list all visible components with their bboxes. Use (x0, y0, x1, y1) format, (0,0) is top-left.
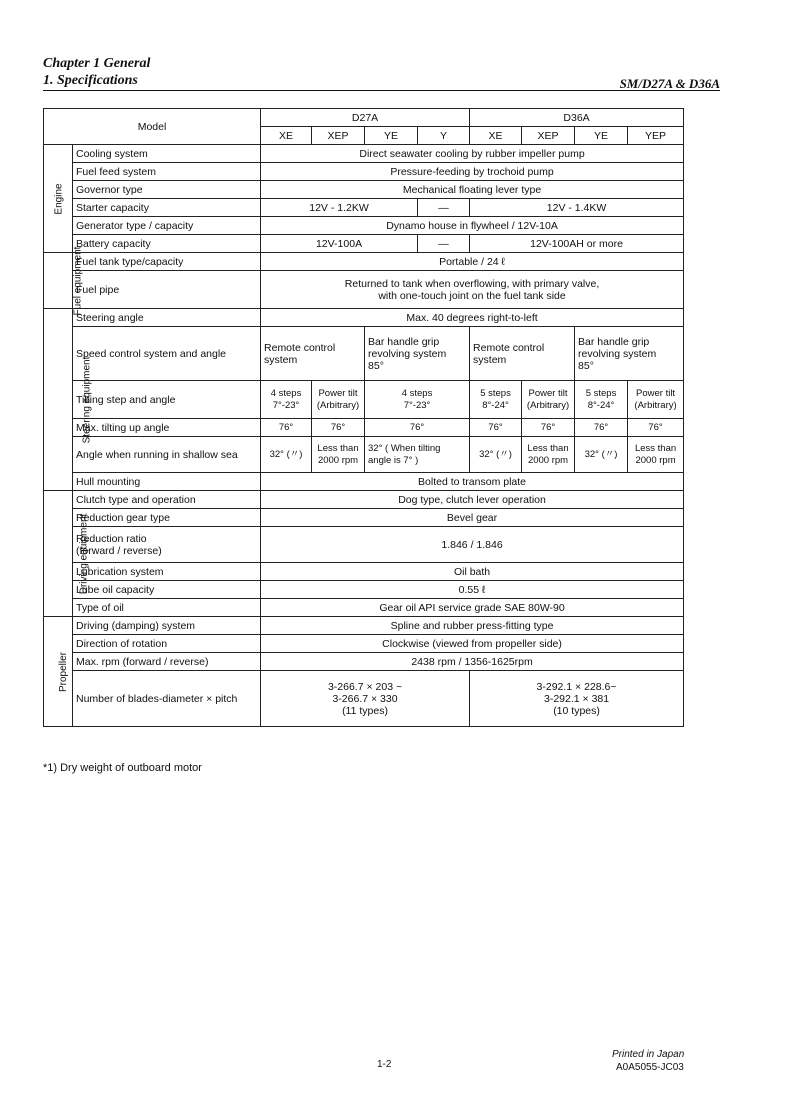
row-label: Fuel tank type/capacity (73, 253, 261, 271)
header-rule (43, 90, 720, 91)
row-label: Max. rpm (forward / reverse) (73, 653, 261, 671)
row-value: Less than 2000 rpm (522, 437, 575, 473)
group-engine: Engine (44, 145, 73, 253)
table-row (44, 527, 684, 563)
row-label: Steering angle (73, 309, 261, 327)
row-value: Bar handle grip revolving system 85° (365, 327, 470, 381)
row-label: Battery capacity (73, 235, 261, 253)
variant-cell: YE (365, 127, 418, 145)
table-row (44, 635, 684, 653)
row-value: 12V - 1.4KW (470, 199, 684, 217)
row-value: Spline and rubber press-fitting type (261, 617, 684, 635)
d36a-header: D36A (470, 109, 684, 127)
row-value: 32° (〃) (470, 437, 522, 473)
footnote: *1) Dry weight of outboard motor (43, 762, 202, 774)
row-value: 4 steps 7°-23° (261, 381, 312, 419)
row-label: Driving (damping) system (73, 617, 261, 635)
row-value: Dog type, clutch lever operation (261, 491, 684, 509)
table-row (44, 235, 684, 253)
row-label: Generator type / capacity (73, 217, 261, 235)
document-code: A0A5055-JC03 (616, 1062, 684, 1073)
row-value: Oil bath (261, 563, 684, 581)
table-row (44, 599, 684, 617)
row-value: Max. 40 degrees right-to-left (261, 309, 684, 327)
table-row (44, 653, 684, 671)
row-label: Fuel pipe (73, 271, 261, 309)
table-row (44, 217, 684, 235)
row-label: Number of blades-diameter × pitch (73, 671, 261, 727)
variant-cell: YEP (628, 127, 684, 145)
row-value: Remote control system (261, 327, 365, 381)
table-row (44, 271, 684, 309)
row-value: 12V - 1.2KW (261, 199, 418, 217)
row-value: 0.55 ℓ (261, 581, 684, 599)
variant-cell: XE (261, 127, 312, 145)
table-row (44, 581, 684, 599)
row-value: Power tilt (Arbitrary) (522, 381, 575, 419)
row-label: Lubrication system (73, 563, 261, 581)
variant-cell: Y (418, 127, 470, 145)
table-row (44, 419, 684, 437)
table-row (44, 509, 684, 527)
row-value: 3-266.7 × 203 ~ 3-266.7 × 330 (11 types) (261, 671, 470, 727)
row-label: Lube oil capacity (73, 581, 261, 599)
row-value: Remote control system (470, 327, 575, 381)
row-value: 32° (〃) (575, 437, 628, 473)
table-row (44, 617, 684, 635)
row-value: 76° (365, 419, 470, 437)
row-label: Tilting step and angle (73, 381, 261, 419)
row-value: 5 steps 8°-24° (470, 381, 522, 419)
row-value: Bar handle grip revolving system 85° (575, 327, 684, 381)
table-row (44, 163, 684, 181)
row-label: Starter capacity (73, 199, 261, 217)
row-label: Reduction ratio (forward / reverse) (73, 527, 261, 563)
table-row (44, 181, 684, 199)
row-label: Cooling system (73, 145, 261, 163)
table-row (44, 145, 684, 163)
row-value: 32° ( When tilting angle is 7° ) (365, 437, 470, 473)
row-label: Type of oil (73, 599, 261, 617)
row-value: 12V-100A (261, 235, 418, 253)
row-value: Returned to tank when overflowing, with primary valve, with one-touch joint on the fuel tank side (261, 271, 684, 309)
row-value: Less than 2000 rpm (312, 437, 365, 473)
row-label: Clutch type and operation (73, 491, 261, 509)
row-value: Pressure-feeding by trochoid pump (261, 163, 684, 181)
table-row (44, 491, 684, 509)
row-label: Hull mounting (73, 473, 261, 491)
row-value: Dynamo house in flywheel / 12V-10A (261, 217, 684, 235)
row-value: 4 steps 7°-23° (365, 381, 470, 419)
table-row (44, 381, 684, 419)
row-value: 12V-100AH or more (470, 235, 684, 253)
printed-in-japan: Printed in Japan (612, 1049, 685, 1060)
row-value: 76° (261, 419, 312, 437)
model-label: Model (44, 109, 261, 145)
table-row (44, 671, 684, 727)
group-propeller: Propeller (44, 617, 73, 727)
row-value: — (418, 235, 470, 253)
row-value: Mechanical floating lever type (261, 181, 684, 199)
d27a-header: D27A (261, 109, 470, 127)
table-row (44, 437, 684, 473)
row-value: Power tilt (Arbitrary) (312, 381, 365, 419)
row-label: Fuel feed system (73, 163, 261, 181)
group-fuel-equipment: Fuel equipment (44, 253, 73, 309)
row-label: Direction of rotation (73, 635, 261, 653)
chapter-title: Chapter 1 General (43, 56, 151, 71)
table-row (44, 253, 684, 271)
group-driving-equipment: Driving equipment (44, 491, 73, 617)
model-heading: SM/D27A & D36A (619, 76, 720, 91)
row-value: 76° (312, 419, 365, 437)
table-row (44, 309, 684, 327)
table-row (44, 327, 684, 381)
page-number: 1-2 (377, 1059, 392, 1070)
row-value: — (418, 199, 470, 217)
row-value: Less than 2000 rpm (628, 437, 684, 473)
row-value: 76° (470, 419, 522, 437)
table-row (44, 473, 684, 491)
table-row (44, 563, 684, 581)
row-label: Reduction gear type (73, 509, 261, 527)
row-value: 5 steps 8°-24° (575, 381, 628, 419)
row-label: Max. tilting up angle (73, 419, 261, 437)
variant-cell: XE (470, 127, 522, 145)
table-row (44, 199, 684, 217)
row-label: Speed control system and angle (73, 327, 261, 381)
row-value: 32° (〃) (261, 437, 312, 473)
row-value: 76° (522, 419, 575, 437)
row-value: Direct seawater cooling by rubber impeller pump (261, 145, 684, 163)
row-value: 76° (575, 419, 628, 437)
row-value: Gear oil API service grade SAE 80W-90 (261, 599, 684, 617)
row-value: Bolted to transom plate (261, 473, 684, 491)
specifications-table (43, 108, 684, 727)
row-label: Angle when running in shallow sea (73, 437, 261, 473)
variant-cell: XEP (522, 127, 575, 145)
row-value: 2438 rpm / 1356-1625rpm (261, 653, 684, 671)
group-steering-equipment: Steering equipment (44, 309, 73, 491)
row-label: Governor type (73, 181, 261, 199)
row-value: Bevel gear (261, 509, 684, 527)
row-value: 3-292.1 × 228.6~ 3-292.1 × 381 (10 types) (470, 671, 684, 727)
row-value: Portable / 24 ℓ (261, 253, 684, 271)
variant-cell: YE (575, 127, 628, 145)
variant-cell: XEP (312, 127, 365, 145)
row-value: Clockwise (viewed from propeller side) (261, 635, 684, 653)
row-value: 76° (628, 419, 684, 437)
row-value: Power tilt (Arbitrary) (628, 381, 684, 419)
row-value: 1.846 / 1.846 (261, 527, 684, 563)
table-row (44, 109, 684, 127)
section-title: 1. Specifications (43, 73, 138, 88)
